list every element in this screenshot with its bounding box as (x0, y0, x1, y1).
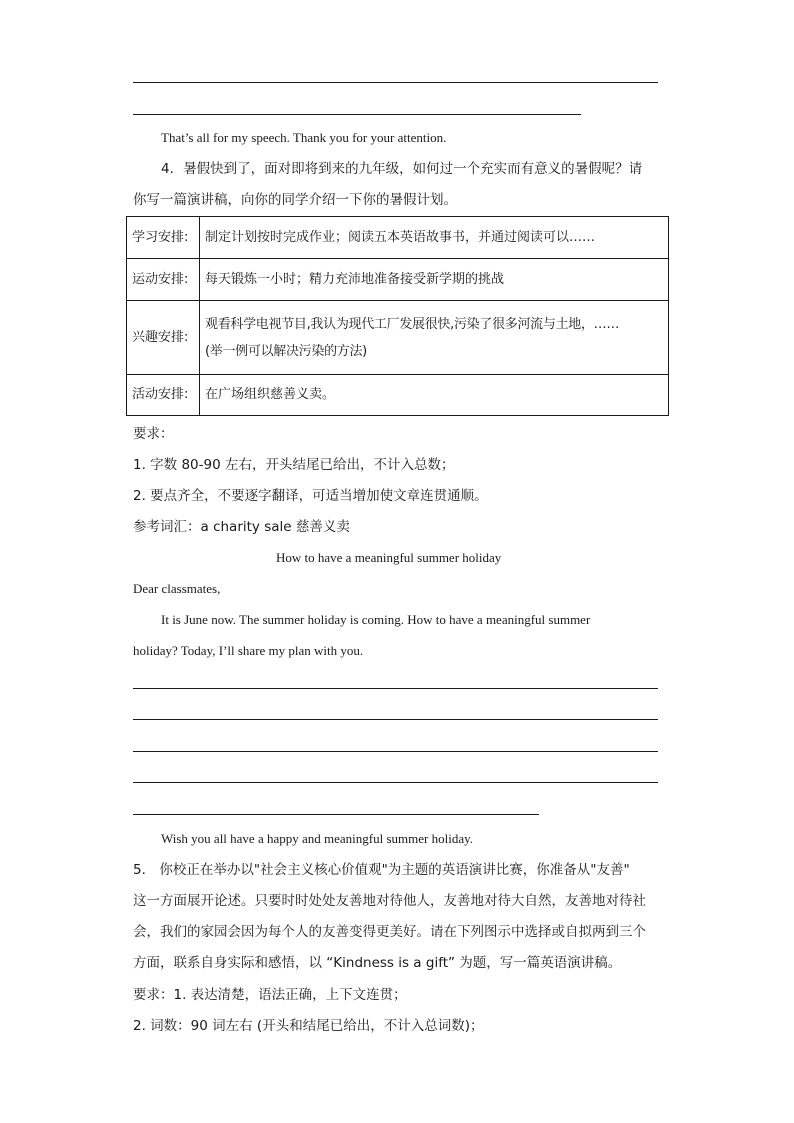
q5-line-2: 这一方面展开论述。只要时时处处友善地对待他人，友善地对待大自然，友善地对待社 (133, 893, 646, 909)
row-content-line: (举一例可以解决污染的方法) (205, 343, 367, 359)
q5-line-1: 5． 你校正在举办以"社会主义核心价值观"为主题的英语演讲比赛，你准备从"友善" (133, 862, 630, 878)
q5-line-3: 会，我们的家园会因为每个人的友善变得更美好。请在下列图示中选择或自拟两到三个 (133, 924, 646, 940)
table-row (127, 301, 669, 375)
row-label: 活动安排: (127, 375, 200, 416)
requirement-2: 2. 要点齐全，不要逐字翻译，可适当增加使文章连贯通顺。 (133, 488, 488, 504)
row-label: 学习安排: (127, 217, 200, 259)
essay-title: How to have a meaningful summer holiday (276, 550, 502, 565)
writing-line (133, 782, 658, 783)
writing-line (133, 688, 658, 689)
row-label: 兴趣安排: (127, 301, 200, 375)
writing-line (133, 814, 539, 815)
opening-line-2: holiday? Today, I’ll share my plan with you. (133, 643, 364, 658)
salutation: Dear classmates, (133, 581, 221, 596)
writing-line (133, 82, 658, 83)
table-row (127, 375, 669, 416)
table-row (127, 259, 669, 301)
requirements-heading: 要求： (133, 426, 174, 442)
row-content: 制定计划按时完成作业；阅读五本英语故事书，并通过阅读可以…… (200, 217, 669, 259)
opening-line-1: It is June now. The summer holiday is coming. How to have a meaningful summer (161, 612, 591, 627)
row-content: 每天锻炼一小时；精力充沛地准备接受新学期的挑战 (200, 259, 669, 301)
writing-line (133, 751, 658, 752)
row-content-line: 观看科学电视节目,我认为现代工厂发展很快,污染了很多河流与土地，…… (205, 316, 620, 332)
q5-line-4: 方面，联系自身实际和感悟，以 “Kindness is a gift” 为题，写一篇英语演讲稿。 (133, 955, 622, 971)
row-content (200, 301, 669, 375)
q5-requirement-1: 要求：1. 表达清楚，语法正确，上下文连贯； (133, 987, 407, 1003)
q4-prompt-line-2: 你写一篇演讲稿，向你的同学介绍一下你的暑假计划。 (133, 192, 457, 208)
writing-line (133, 114, 581, 115)
speech-closing: That’s all for my speech. Thank you for your attention. (161, 130, 447, 145)
row-label: 运动安排: (127, 259, 200, 301)
q5-requirement-2: 2. 词数：90 词左右 (开头和结尾已给出，不计入总词数)； (133, 1018, 484, 1034)
q4-prompt-line-1: 4．暑假快到了，面对即将到来的九年级，如何过一个充实而有意义的暑假呢？请 (161, 161, 643, 177)
reference-vocab: 参考词汇：a charity sale 慈善义卖 (133, 519, 350, 535)
essay-closing: Wish you all have a happy and meaningful summer holiday. (161, 831, 473, 846)
row-content: 在广场组织慈善义卖。 (200, 375, 669, 416)
summer-plan-table (126, 216, 669, 416)
requirement-1: 1. 字数 80-90 左右，开头结尾已给出，不计入总数； (133, 457, 455, 473)
table-row (127, 217, 669, 259)
writing-line (133, 719, 658, 720)
